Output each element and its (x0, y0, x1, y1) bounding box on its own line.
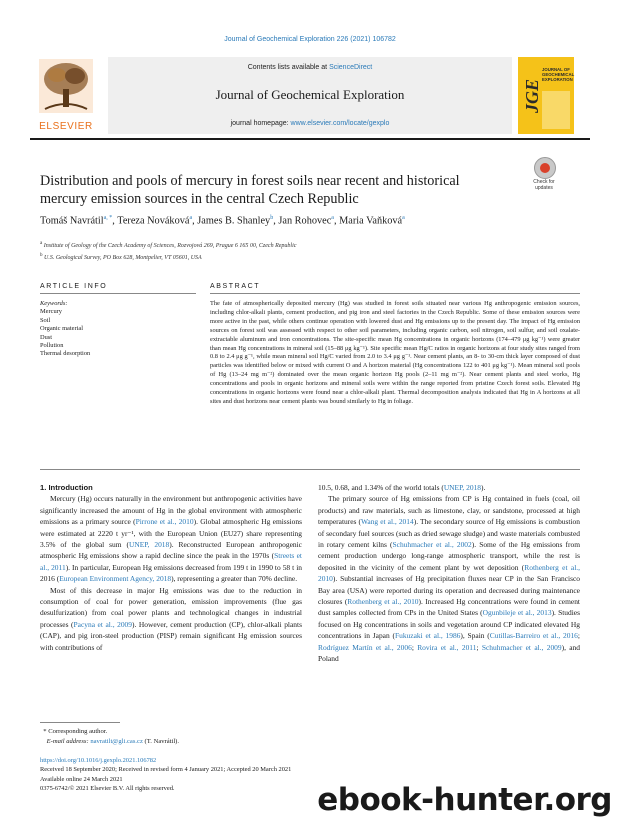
author-name[interactable]: Tomáš Navrátil (40, 215, 104, 227)
citation-link[interactable]: UNEP, 2018 (443, 483, 482, 492)
watermark: ebook-hunter.org (317, 782, 612, 818)
citation-link[interactable]: Ogunbileje et al., 2013 (482, 608, 552, 618)
paragraph-text: ). Reconstructed European anthropogenic atmospheric Hg emissions show a rapid decline since the peak in the 1970s ( (40, 540, 302, 561)
paragraph-text: ; (577, 631, 580, 641)
body-paragraph (40, 585, 302, 653)
check-updates-label: Check for updates (533, 179, 555, 191)
article-info-rule (40, 293, 196, 294)
right-paragraphs (318, 482, 580, 665)
homepage-line (108, 120, 512, 127)
abstract-rule (210, 293, 580, 294)
keyword: Pollution (40, 342, 64, 350)
keyword: Dust (40, 333, 53, 341)
elsevier-tree-icon (39, 59, 93, 113)
journal-banner (108, 57, 512, 134)
citation-link[interactable]: Rovira et al., 2011 (417, 642, 477, 652)
sciencedirect-link[interactable]: ScienceDirect (329, 64, 373, 71)
author-affil-mark[interactable]: a (402, 215, 405, 221)
journal-cover (518, 57, 574, 134)
paragraph-text: The primary source of Hg emissions from CP is Hg contained in fuels (coal, oil products) and raw materials, such as limestone, clay, or sandstone, processed at high temperatures ( (318, 494, 580, 527)
paragraph-text: ). Some of the Hg emissions from cement production undergo long-range atmospheric transport, while the rest is deposited in the vicinity of the cement plant by wet deposition ( (318, 540, 580, 572)
paragraph-text: ), Spain ( (460, 631, 490, 641)
citation-link[interactable]: Pacyna et al., 2009 (73, 619, 132, 629)
citation-link[interactable]: European Environment Agency, 2018 (59, 574, 172, 584)
author-name[interactable]: Tereza Nováková (117, 215, 190, 227)
citation-link[interactable]: Streets et al., 2011 (40, 551, 302, 572)
citation-link[interactable]: Schuhmacher et al., 2009 (481, 642, 562, 652)
keywords-label: Keywords: (40, 300, 68, 307)
abstract-heading: ABSTRACT (210, 283, 261, 290)
article-info-heading: ARTICLE INFO (40, 283, 108, 290)
paragraph-text: ). However, cement production (CP), chlor-alkali plants (CAP), and pig iron-steel production (PISP) remain significant Hg emission sources with contributions of (40, 619, 302, 652)
homepage-prefix: journal homepage: (230, 120, 291, 127)
citation-link[interactable]: Rothenberg et al., 2010 (347, 597, 419, 607)
paragraph-text: ), representing a greater than 70% decline. (171, 574, 298, 584)
paragraph-text: ). Global atmospheric Hg emissions were estimated at 2220 t yr⁻¹, with the European Union (EU27) share representing 3.5% of the global sum ( (40, 517, 302, 550)
author-affil-mark[interactable]: a, * (103, 215, 113, 221)
received-dates: Received 18 September 2020; Received in revised form 4 January 2021; Accepted 20 March 2021 (40, 766, 292, 774)
paragraph-text: 10.5, 0.68, and 1.34% of the world totals ( (318, 483, 444, 492)
paragraph-text: Mercury (Hg) occurs naturally in the environment but anthropogenic activities have significantly increased the amount of Hg in the global environment with atmospheric emissions as a primary source ( (40, 494, 302, 527)
corresponding-author-note: * Corresponding author. (40, 728, 108, 735)
copyright: 0375-6742/© 2021 Elsevier B.V. All rights reserved. (40, 784, 175, 792)
body-paragraph (40, 493, 302, 584)
author-name[interactable]: James B. Shanley (197, 215, 271, 227)
journal-title: Journal of Geochemical Exploration (215, 87, 405, 102)
citation-link[interactable]: Rodríguez Martín et al., 2006 (318, 642, 412, 652)
citation-link[interactable]: UNEP, 2018 (128, 540, 170, 550)
citation-link[interactable]: Rothenberg et al., 2010 (318, 562, 580, 584)
cover-abbrev: JGE (522, 78, 542, 113)
author-name[interactable]: Jan Rohovec (278, 215, 332, 227)
author-affil-mark[interactable]: b (270, 215, 274, 221)
citation-link[interactable]: Wang et al., 2014 (360, 517, 414, 527)
check-for-updates-button[interactable] (522, 157, 566, 191)
contents-prefix: Contents lists available at (247, 64, 330, 71)
elsevier-logo (30, 57, 102, 134)
affiliations (40, 239, 580, 263)
author-name[interactable]: Maria Vaňková (339, 215, 403, 227)
section-heading-introduction: 1. Introduction (40, 483, 93, 492)
paragraph-text: ), and Poland (318, 642, 580, 664)
keywords-block (40, 300, 196, 359)
keyword: Organic material (40, 325, 83, 333)
article-title: Distribution and pools of mercury in forest soils near recent and historical mercury emission sources in the central Czech Republic (40, 173, 460, 207)
publisher-name: ELSEVIER (39, 121, 93, 132)
available-online: Available online 24 March 2021 (40, 775, 123, 783)
footnote (40, 727, 340, 746)
paragraph-text: ). Studies focused on Hg concentrations in soils and vegetation around CP indicated elevated Hg concentrations in Japan ( (318, 608, 580, 641)
paragraph-text: ). (481, 483, 486, 492)
paragraph-text: Most of this decrease in major Hg emissions was due to the reduction in consumption of coal for power generation, emission improvements (flue gas desulfurization) from coal power plants and technological changes in industrial processes ( (40, 585, 302, 629)
citation-link[interactable]: Fukuzaki et al., 1986 (394, 631, 461, 641)
paragraph-text: ). The secondary source of Hg emissions is combustion of secondary fuel sources (such as dried sewage sludge) and waste materials combusted in rotary cement kilns ( (318, 517, 580, 550)
check-updates-icon (534, 157, 556, 179)
body-column-right (318, 482, 580, 665)
affiliation-a: $^a$ Institute of Geology of the Czech Academy of Sciences, Rozvojová 269, Prague 6 165 00, Czech Republic (40, 241, 297, 249)
paragraph-text: ; (476, 642, 482, 652)
abstract-text: The fate of atmospherically deposited mercury (Hg) was studied in forest soils situated near various Hg anthropogenic emission sources, including chlor-alkali plants, cement production, and pig iron and steel factories in the Czech Republic. Some of these emission sources were more active in the past, while others continue operation with lowered dust and Hg emissions up to the present day. The impact of Hg emission sources on forest soil was assessed with respect to other soil parameters, including organic carbon, soil nitrogen, soil sulfur, and soil oxalate-extractable aluminum and iron concentrations. The site-specific mean Hg concentrations in organic horizons (174–479 μg kg⁻¹) were greater than mean Hg concentrations in mineral soil (15–88 μg kg⁻¹). Site specific mean Hg/C ratios in organic horizons at four study sites ranged from 0.8 to 2.4 μg g⁻¹, while mean mineral soil Hg/C varied from 2.0 to 3.4 μg g⁻¹. Near cement plants, an 8- to 30-cm thick layer composed of dust particles was identified below or mixed with current O and A horizon material (Hg concentrations 122 to 401 μg kg⁻¹). Mean mineral soil pools of Hg (13–24 mg m⁻²) dominated over the mean organic horizon Hg pools (2–11 mg m⁻²). Near cement plants and steel works, Hg concentrations and pools in organic horizons and mineral soils were within the range reported from pristine Czech forest soils. Elevated Hg concentrations in organic horizons were found near a chlor-alkali plant. Thermal decomposition analysis indicated that Hg in A horizons at all sites and dust horizons near cement plants was bound similarly to Hg in foliage. (210, 300, 580, 405)
abstract-bottom-rule (40, 469, 580, 470)
author-affil-mark[interactable]: a (189, 215, 193, 221)
paragraph-text: ; (411, 642, 418, 652)
cover-title: JOURNAL OF GEOCHEMICAL EXPLORATION (542, 67, 575, 82)
citation-link[interactable]: Schuhmacher et al., 2002 (392, 540, 472, 550)
body-paragraph (318, 493, 580, 664)
paragraph-text: ). In particular, European Hg emissions decreased from 199 t in 1990 to 58 t in 2016 ( (40, 562, 303, 584)
header-rule (30, 138, 590, 140)
journal-reference[interactable]: Journal of Geochemical Exploration 226 (2021) 106782 (224, 36, 396, 43)
paragraph-text: ). Increased Hg concentrations were found in cement dust samples collected from CPs in the United States ( (318, 597, 580, 618)
paragraph-text: ). Substantial increases of Hg precipitation fluxes near CP in the San Francisco Bay area (USA) were reported during its operation and decreased during maintenance closures ( (318, 574, 580, 607)
homepage-link[interactable]: www.elsevier.com/locate/gexplo (290, 120, 390, 127)
footnote-rule (40, 722, 120, 723)
contents-line (108, 64, 512, 71)
cover-image (542, 91, 570, 129)
author-affil-mark[interactable]: a (331, 215, 334, 221)
citation-link[interactable]: Pirrone et al., 2010 (135, 517, 194, 527)
affiliation-b: $^b$ U.S. Geological Survey, PO Box 628, Montpelier, VT 05601, USA (40, 253, 202, 261)
doi-link[interactable]: https://doi.org/10.1016/j.gexplo.2021.106782 (40, 757, 157, 764)
citation-link[interactable]: Cutillas-Barreiro et al., 2016 (489, 631, 578, 641)
body-column-left (40, 482, 302, 653)
keyword: Soil (40, 316, 51, 324)
keyword: Mercury (40, 308, 63, 316)
body-paragraph (318, 482, 580, 493)
email-link[interactable]: navratilt@gli.cas.cz (90, 737, 143, 745)
keyword: Thermal desorption (40, 350, 91, 358)
left-paragraphs (40, 493, 302, 653)
email-line: E-mail address: navratilt@gli.cas.cz (T. Navrátil). (46, 737, 180, 745)
author-list: Tomáš Navrátil$^{a, *}$, Tereza Nováková$^a$, James B. Shanley$^b$, Jan Rohovec$^a$, Maria Vaňková$^a$ (40, 215, 405, 227)
